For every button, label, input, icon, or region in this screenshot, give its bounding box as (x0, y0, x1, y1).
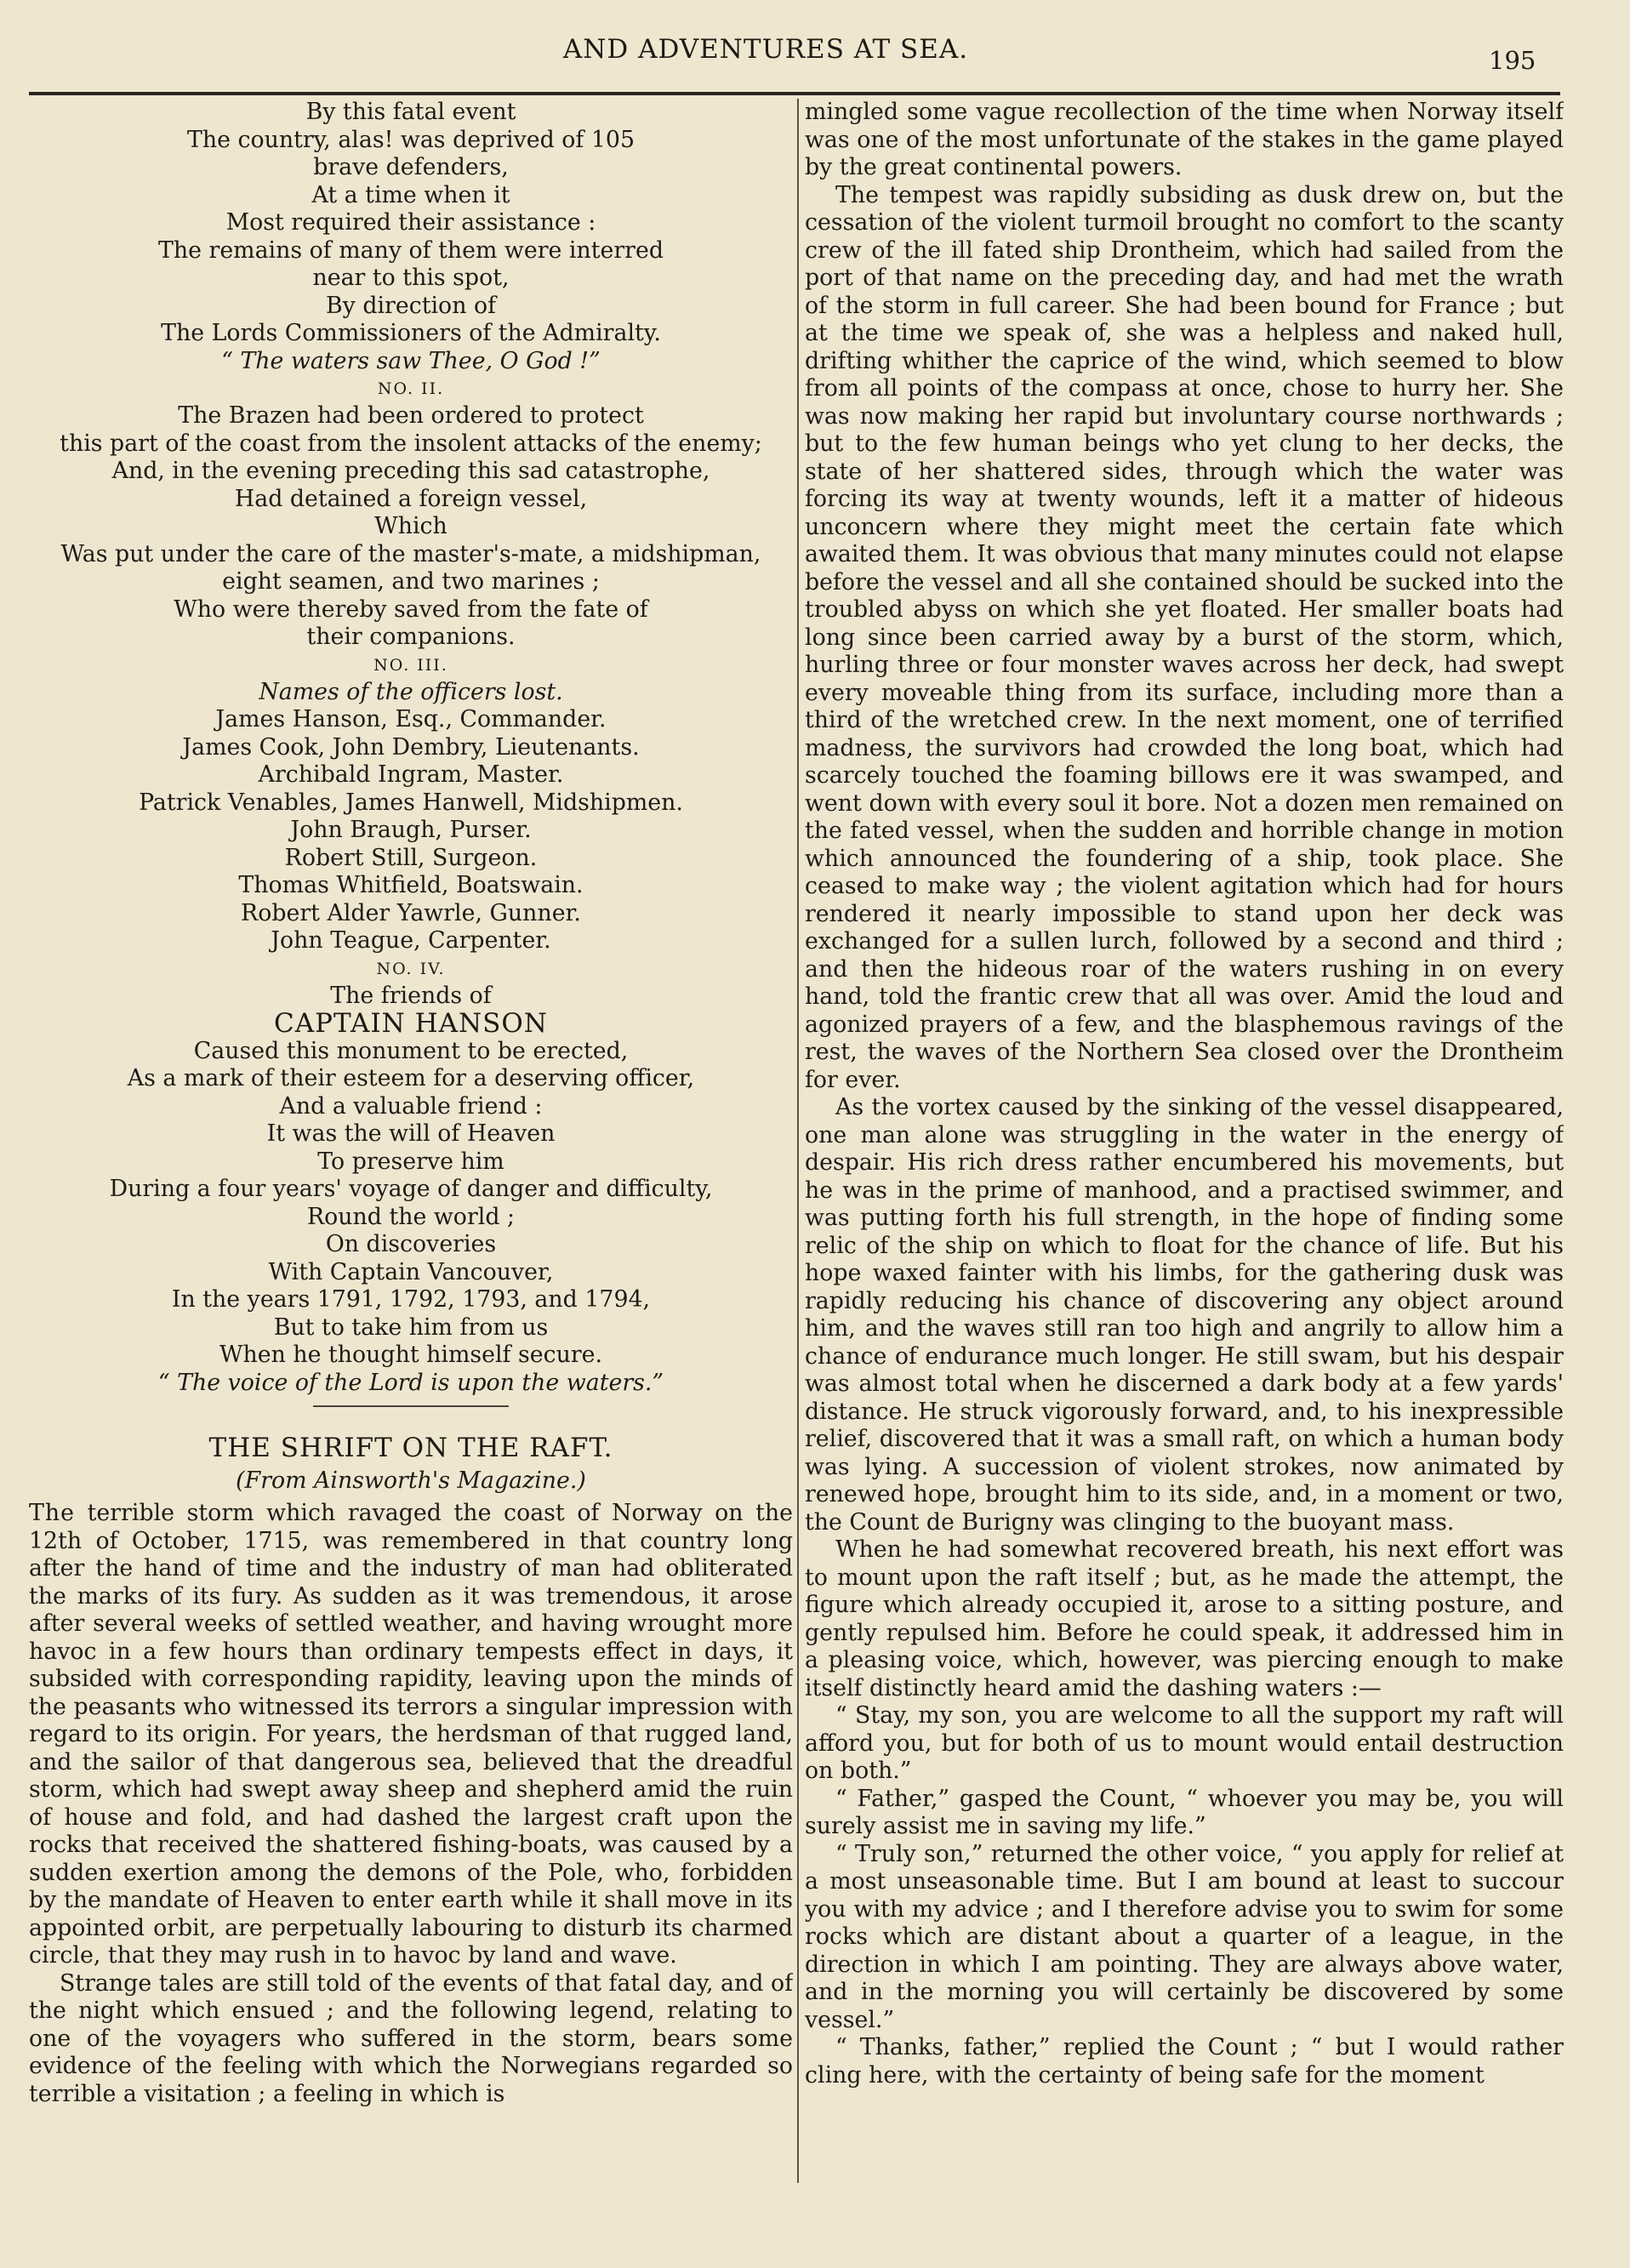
inscription-line: Had detained a foreign vessel, (234, 485, 588, 512)
captain-name: CAPTAIN HANSON (274, 1008, 548, 1039)
lead-word: The (29, 1500, 75, 1526)
inscription-line: By this fatal event (305, 99, 516, 125)
officer-line: James Cook, John Dembry, Lieutenants. (182, 733, 640, 761)
article-paragraph: mingled some vague recollection of the time when Norway itself was one of the most unfortunate of the stakes in the game played by the great continental powers. (805, 99, 1564, 180)
inscription-line: this part of the coast from the insolent attacks of the enemy; (60, 430, 762, 457)
paragraph-text: Strange tales are still told of the events of that fatal day, and of the night which ensued ; and the following legend, relating to one of the voyagers who suffered in the storm, bears some evidence of the feeling with which the Norwegians regarded so terrible a visitation ; a feeling in which is (29, 1969, 793, 2107)
inscription-line: During a four years' voyage of danger and difficulty, (109, 1176, 713, 1202)
inscription-line: With Captain Vancouver, (268, 1258, 554, 1285)
officers-heading: Names of the officers lost. (259, 678, 563, 705)
inscription-line: eight seamen, and two marines ; (222, 568, 600, 595)
inscription-line: near to this spot, (312, 265, 510, 291)
article-paragraph: “ Stay, my son, you are welcome to all the support my raft will afford you, but for both of us to mount would entail destruction on both.” (805, 1702, 1564, 1784)
article-paragraph: “ Father,” gasped the Count, “ whoever you may be, you will surely assist me in saving my life.” (805, 1785, 1564, 1839)
page-header (0, 26, 1630, 75)
inscription-line: Was put under the care of the master's-mate, a midshipman, (60, 540, 761, 567)
inscription-label-4: NO. IV. (376, 959, 446, 978)
inscription-line: In the years 1791, 1792, 1793, and 1794, (171, 1286, 651, 1313)
article-paragraph: The tempest was rapidly subsiding as dusk drew on, but the cessation of the violent turmoil brought no comfort to the scanty crew of the ill fated ship Drontheim, which had sailed from the port of that name on the preceding day, and had met the wrath of the storm in full career. She had been bound for France ; but at the time we speak of, she was a helpless and naked hull, drifting whither the caprice of the wind, which seemed to blow from all points of the compass at once, chose to hurry her. She was now making her rapid but involuntary course northwards ; but to the few human beings who yet clung to her decks, the state of her shattered sides, through which the water was forcing its way at twenty wounds, left it a matter of hideous unconcern where they might meet the certain fate which awaited them. It was obvious that many minutes could not elapse before the vessel and all she contained should be sucked into the troubled abyss on which she yet floated. Her smaller boats had long since been carried away by a burst of the storm, which, hurling three or four monster waves across her deck, had swept every moveable thing from its surface, including more than a third of the wretched crew. In the next moment, one of terrified madness, the survivors had crowded the long boat, which had scarcely touched the foaming billows ere it was swamped, and went down with every soul it bore. Not a dozen men remained on the fated vessel, when the sudden and horrible change in motion which announced the foundering of a ship, took place. She ceased to make way ; the violent agitation which had for hours rendered it nearly impossible to stand upon her deck was exchanged for a sullen lurch, followed by a second and third ; and then the hideous roar of the waters rushing in on every hand, told the frantic crew that all was over. Amid the loud and agonized prayers of a few, and the blasphemous ravings of the rest, the waves of the Northern Sea closed over the Drontheim for ever. (805, 181, 1564, 1093)
officer-line: John Braugh, Purser. (290, 817, 532, 843)
officer-line: Patrick Venables, James Hanwell, Midshipmen. (139, 789, 683, 816)
inscription-line: But to take him from us (273, 1314, 549, 1341)
inscription-line: On discoveries (325, 1231, 497, 1257)
inscription-line: their companions. (306, 624, 516, 650)
inscription-intro-4: The friends of (330, 982, 492, 1009)
inscription-label-3: NO. III. (373, 655, 448, 675)
article-body-right (805, 99, 1564, 2089)
inscription-line: To preserve him (317, 1148, 504, 1175)
officers-list (29, 706, 793, 955)
inscription-part-1 (29, 99, 793, 348)
section-rule (313, 1405, 509, 1407)
inscription-line: Who were thereby saved from the fate of (174, 595, 648, 623)
page-number: 195 (1489, 46, 1536, 75)
header-rule (29, 92, 1560, 95)
inscription-line: And, in the evening preceding this sad catastrophe, (111, 458, 710, 484)
article-paragraph: As the vortex caused by the sinking of the vessel disappeared, one man alone was struggling in the water in the energy of despair. His rich dress rather encumbered his movements, but he was in the prime of manhood, and a practised swimmer, and was putting forth his full strength, in the hope of finding some relic of the ship on which to float for the chance of life. But his hope waxed fainter with his limbs, for the gathering dusk was rapidly reducing his chance of discovering any object around him, and the waves still ran too high and angrily to allow him a chance of endurance much longer. He still swam, but his despair was almost total when he discerned a dark body at a few yards' distance. He struck vigorously forward, and, to his inexpressible relief, discovered that it was a small raft, on which a human body was lying. A succession of violent strokes, now animated by renewed hope, brought him to its side, and, in a moment or two, the Count de Burigny was clinging to the buoyant mass. (805, 1094, 1564, 1536)
inscription-line: By direction of (325, 292, 497, 319)
officer-line: James Hanson, Esq., Commander. (215, 706, 607, 732)
running-head: AND ADVENTURES AT SEA. (562, 34, 969, 65)
inscription-part-2 (29, 402, 793, 652)
article-paragraph: When he had somewhat recovered breath, his next effort was to mount upon the raft itself ; but, as he made the attempt, the figure which already occupied it, arose to a sitting posture, and gently repulsed him. Before he could speak, it addressed him in a pleasing voice, which, however, was piercing enough to make itself distinctly heard amid the dashing waters :— (805, 1536, 1564, 1701)
inscription-line: The remains of many of them were interred (158, 236, 664, 264)
inscription-line: As a mark of their esteem for a deserving officer, (127, 1065, 695, 1091)
officer-line: Archibald Ingram, Master. (258, 761, 564, 788)
officer-line: Thomas Whitfield, Boatswain. (238, 872, 584, 898)
paragraph-text: terrible storm which ravaged the coast of Norway on the 12th of October, 1715, was remembered in that country long after the hand of time and the industry of man had obliterated the marks of its fury. As sudden as it was tremendous, it arose after several weeks of settled weather, and having wrought more havoc in a few hours than ordinary tempests effect in days, it subsided with corresponding rapidity, leaving upon the minds of the peasants who witnessed its terrors a singular impression with regard to its origin. For years, the herdsman of that rugged land, and the sailor of that dangerous sea, believed that the dreadful storm, which had swept away sheep and shepherd amid the ruin of house and fold, and had dashed the largest craft upon the rocks that received the shattered fishing-boats, was caused by a sudden exertion among the demons of the Pole, who, forbidden by the mandate of Heaven to enter earth while it shall move in its appointed orbit, are perpetually labouring to disturb its charmed circle, that they may rush in to havoc by land and wave. (29, 1500, 793, 1969)
article-title: THE SHRIFT ON THE RAFT. (208, 1433, 613, 1463)
inscription-line: Caused this monument to be erected, (193, 1037, 629, 1064)
officer-line: John Teague, Carpenter. (271, 927, 551, 954)
monument-inscription (29, 99, 793, 1397)
article-paragraph (29, 1970, 793, 2109)
article-body-left (29, 1500, 793, 2108)
inscription-line: The country, alas! was deprived of 105 (186, 126, 635, 153)
officer-line: Robert Alder Yawrle, Gunner. (241, 899, 581, 926)
inscription-line: When he thought himself secure. (219, 1342, 603, 1368)
article-paragraph: “ Truly son,” returned the other voice, “ you apply for relief at a most unseasonable time. But I am bound at least to succour you with my advice ; and I therefore advise you to swim for some rocks which are distant about a quarter of a league, in the direction in which I am pointing. They are always above water, and in the morning you will certainly be discovered by some vessel.” (805, 1840, 1564, 2033)
inscription-motto-1: “ The waters saw Thee, O God !” (221, 347, 601, 374)
inscription-line: brave defenders, (313, 154, 509, 180)
inscription-line: Round the world ; (306, 1203, 516, 1230)
inscription-label-2: NO. II. (377, 379, 445, 398)
inscription-line: Which (374, 513, 447, 539)
inscription-motto-4: “ The voice of the Lord is upon the waters.” (157, 1369, 664, 1396)
column-divider (797, 99, 799, 2183)
inscription-line: At a time when it (311, 181, 510, 208)
inscription-line: The Lords Commissioners of the Admiralty. (161, 320, 661, 346)
left-column (29, 99, 793, 2251)
inscription-line: And a valuable friend : (279, 1092, 543, 1120)
article-source: (From Ainsworth's Magazine.) (236, 1467, 586, 1494)
article-paragraph (29, 1500, 793, 1970)
inscription-line: It was the will of Heaven (266, 1120, 556, 1147)
officer-line: Robert Still, Surgeon. (284, 844, 538, 871)
inscription-line: Most required their assistance : (225, 209, 596, 236)
right-column (805, 99, 1564, 2251)
inscription-line: The Brazen had been ordered to protect (178, 402, 644, 429)
inscription-part-4 (29, 1038, 793, 1370)
article-paragraph: “ Thanks, father,” replied the Count ; “ but I would rather cling here, with the certainty of being safe for the moment (805, 2034, 1564, 2088)
